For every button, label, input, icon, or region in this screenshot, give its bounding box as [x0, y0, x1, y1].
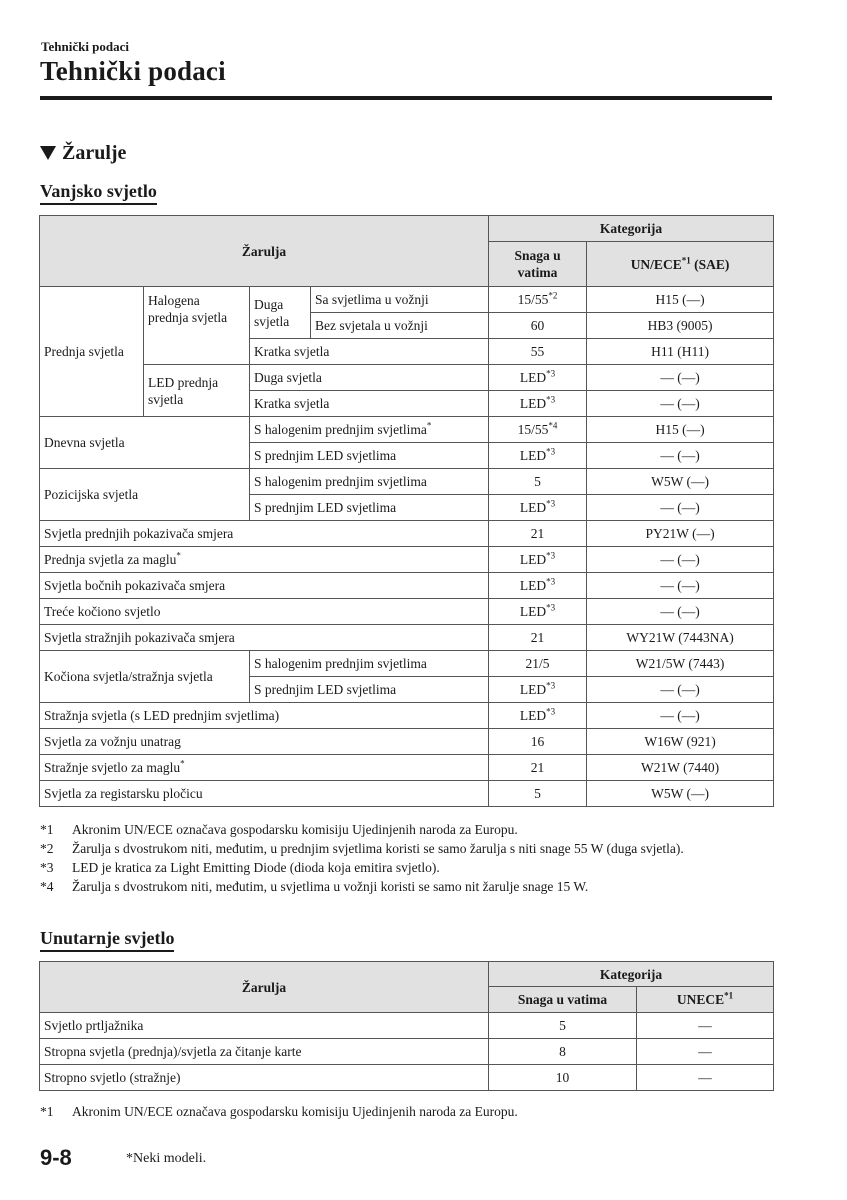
category-cell: — (—)	[587, 703, 774, 729]
col-header-category: Kategorija	[489, 962, 774, 987]
power-value: LED	[519, 708, 547, 723]
power-cell: 5	[489, 781, 587, 807]
col-header-bulb: Žarulja	[40, 962, 489, 1013]
table-row	[40, 521, 774, 547]
power-cell	[489, 495, 587, 521]
table-row	[40, 651, 774, 677]
label-line: svjetla	[148, 391, 184, 407]
table-header-row	[40, 962, 774, 987]
power-cell	[489, 391, 587, 417]
power-cell: 60	[489, 313, 587, 339]
category-cell: —	[637, 1065, 774, 1091]
page-number: 9-8	[40, 1145, 72, 1170]
row-label: Kratka svjetla	[250, 391, 489, 417]
table-row	[40, 625, 774, 651]
power-value: LED	[519, 370, 547, 385]
power-value: LED	[519, 604, 547, 619]
category-cell: W16W (921)	[587, 729, 774, 755]
category-cell: — (—)	[587, 599, 774, 625]
power-cell	[489, 365, 587, 391]
exterior-footnotes	[40, 820, 740, 896]
power-cell: 21	[489, 625, 587, 651]
power-value: LED	[519, 682, 547, 697]
category-cell: WY21W (7443NA)	[587, 625, 774, 651]
category-cell: — (—)	[587, 573, 774, 599]
col-header-standard	[587, 242, 774, 287]
footnote-key: *3	[40, 860, 54, 875]
power-cell: 5	[489, 469, 587, 495]
table-row	[40, 365, 774, 391]
row-label: S halogenim prednjim svjetlima	[250, 651, 489, 677]
exterior-subtitle: Vanjsko svjetlo	[40, 180, 157, 205]
row-label: Sa svjetlima u vožnji	[311, 287, 489, 313]
table-row	[40, 703, 774, 729]
col-header-power: Snaga u vatima	[489, 987, 637, 1013]
col-header-standard-text: UNECE	[676, 992, 725, 1007]
power-value: 15/55	[517, 292, 549, 307]
footnote-ref: *1	[724, 990, 734, 1001]
table-row	[40, 729, 774, 755]
power-cell: 21	[489, 521, 587, 547]
category-cell: H15 (—)	[587, 287, 774, 313]
category-cell: — (—)	[587, 547, 774, 573]
table-row	[40, 1065, 774, 1091]
category-cell: PY21W (—)	[587, 521, 774, 547]
category-cell: W5W (—)	[587, 469, 774, 495]
power-cell: 21/5	[489, 651, 587, 677]
col-header-standard	[637, 987, 774, 1013]
power-cell	[489, 677, 587, 703]
row-label-text: Prednja svjetla za maglu	[44, 552, 177, 567]
power-cell	[489, 599, 587, 625]
row-label-drl: Dnevna svjetla	[40, 417, 250, 469]
label-line: svjetla	[254, 313, 290, 329]
label-line: Duga	[254, 296, 284, 312]
table-row	[40, 287, 774, 313]
footnote-text: Žarulja s dvostrukom niti, međutim, u svjetlima u vožnji koristi se samo nit žarulje snage 15 W.	[72, 879, 589, 894]
footnote-ref: *	[426, 420, 432, 431]
footnote-text: Akronim UN/ECE označava gospodarsku komisiju Ujedinjenih naroda za Europu.	[72, 822, 518, 837]
row-label: Svjetla prednjih pokazivača smjera	[40, 521, 489, 547]
footnote	[40, 858, 740, 877]
row-label: Treće kočiono svjetlo	[40, 599, 489, 625]
row-label: S prednjim LED svjetlima	[250, 443, 489, 469]
footnote-key: *1	[40, 822, 54, 837]
triangle-down-icon	[40, 146, 56, 160]
row-label: S halogenim prednjim svjetlima	[250, 469, 489, 495]
table-row	[40, 755, 774, 781]
power-value: LED	[519, 578, 547, 593]
category-cell: — (—)	[587, 677, 774, 703]
footnote-ref: *3	[546, 576, 556, 587]
category-cell: W21/5W (7443)	[587, 651, 774, 677]
footnote-ref: *3	[546, 394, 556, 405]
row-label: S prednjim LED svjetlima	[250, 495, 489, 521]
category-cell: —	[637, 1013, 774, 1039]
col-header-power-line1: Snaga u	[514, 248, 561, 263]
power-value: LED	[519, 500, 547, 515]
footnote-ref: *3	[546, 602, 556, 613]
col-header-power-line2: vatima	[517, 265, 558, 280]
running-header: Tehnički podaci	[41, 39, 130, 54]
row-label: Svjetla za vožnju unatrag	[40, 729, 489, 755]
row-label-headlights: Prednja svjetla	[40, 287, 144, 417]
section-title	[40, 142, 126, 165]
footnote-key: *1	[40, 1104, 54, 1119]
row-label: Stražnja svjetla (s LED prednjim svjetlima)	[40, 703, 489, 729]
header-divider	[40, 96, 772, 100]
footnote	[40, 820, 740, 839]
category-cell: — (—)	[587, 443, 774, 469]
table-header-row	[40, 216, 774, 242]
interior-bulb-table	[39, 961, 774, 1091]
table-row	[40, 599, 774, 625]
footnote-ref: *3	[546, 706, 556, 717]
row-label-halogen-headlights	[144, 287, 250, 365]
category-cell: — (—)	[587, 495, 774, 521]
power-cell: 8	[489, 1039, 637, 1065]
category-cell: W21W (7440)	[587, 755, 774, 781]
footnote-ref: *2	[548, 290, 558, 301]
table-row	[40, 417, 774, 443]
table-row	[40, 781, 774, 807]
row-label: Stropna svjetla (prednja)/svjetla za čitanje karte	[40, 1039, 489, 1065]
category-cell: — (—)	[587, 365, 774, 391]
power-cell	[489, 703, 587, 729]
footnote-ref: *3	[546, 498, 556, 509]
table-row	[40, 547, 774, 573]
section-title-text: Žarulje	[62, 142, 127, 164]
label-line: LED prednja	[148, 374, 219, 390]
interior-subtitle: Unutarnje svjetlo	[40, 927, 174, 952]
label-line: Halogena	[148, 293, 200, 308]
footnote-ref: *	[180, 758, 185, 769]
table-row	[40, 469, 774, 495]
row-label: Bez svjetala u vožnji	[311, 313, 489, 339]
row-label-position: Pozicijska svjetla	[40, 469, 250, 521]
power-cell	[489, 547, 587, 573]
row-label	[250, 417, 489, 443]
row-label-text: Stražnje svjetlo za maglu	[44, 760, 181, 775]
footnote-ref: *3	[546, 550, 556, 561]
footnote-ref: *3	[546, 680, 556, 691]
category-cell: HB3 (9005)	[587, 313, 774, 339]
footnote-ref: *3	[546, 368, 556, 379]
footnote	[40, 839, 740, 858]
category-cell: W5W (—)	[587, 781, 774, 807]
row-label: Kratka svjetla	[250, 339, 489, 365]
footnote-text: Akronim UN/ECE označava gospodarsku komisiju Ujedinjenih naroda za Europu.	[72, 1104, 518, 1119]
footer-note: *Neki modeli.	[126, 1151, 207, 1166]
row-label: Svjetla bočnih pokazivača smjera	[40, 573, 489, 599]
row-label: Svjetlo prtljažnika	[40, 1013, 489, 1039]
row-label: Svjetla za registarsku pločicu	[40, 781, 489, 807]
label-line: prednja svjetla	[148, 310, 228, 325]
power-cell	[489, 443, 587, 469]
power-cell	[489, 287, 587, 313]
power-cell: 5	[489, 1013, 637, 1039]
footnote-ref: *1	[681, 255, 691, 265]
footnote-ref: *4	[548, 420, 558, 431]
col-header-category: Kategorija	[489, 216, 774, 242]
category-cell: —	[637, 1039, 774, 1065]
power-cell: 21	[489, 755, 587, 781]
footnote-ref: *3	[546, 446, 556, 457]
category-cell: H15 (—)	[587, 417, 774, 443]
row-label: Duga svjetla	[250, 365, 489, 391]
footnote-ref: *	[176, 550, 181, 561]
table-row	[40, 573, 774, 599]
col-header-bulb: Žarulja	[40, 216, 489, 287]
category-cell: H11 (H11)	[587, 339, 774, 365]
row-label	[40, 547, 489, 573]
power-value: LED	[519, 396, 547, 411]
footnote	[40, 1102, 740, 1121]
footnote-key: *4	[40, 879, 54, 894]
power-cell: 10	[489, 1065, 637, 1091]
footnote-text: LED je kratica za Light Emitting Diode (dioda koja emitira svjetlo).	[72, 860, 440, 875]
power-cell: 16	[489, 729, 587, 755]
footnote-text: Žarulja s dvostrukom niti, međutim, u prednjim svjetlima koristi se samo žarulja s niti snage 55 W (duga svjetla).	[72, 841, 684, 856]
footnote	[40, 877, 740, 896]
table-row	[40, 1039, 774, 1065]
row-label	[40, 755, 489, 781]
footnote-key: *2	[40, 841, 54, 856]
category-cell: — (—)	[587, 391, 774, 417]
row-label-text: S halogenim prednjim svjetlima	[254, 422, 427, 437]
power-value: LED	[519, 448, 547, 463]
power-cell: 55	[489, 339, 587, 365]
row-label-brake-tail: Kočiona svjetla/stražnja svjetla	[40, 651, 250, 703]
power-value: LED	[519, 552, 547, 567]
col-header-standard-text: UN/ECE	[630, 256, 682, 272]
row-label-led-headlights	[144, 365, 250, 417]
page-title: Tehnički podaci	[40, 56, 226, 86]
col-header-standard-suffix: (SAE)	[690, 256, 730, 272]
power-value: 15/55	[517, 422, 549, 437]
interior-footnotes	[40, 1102, 740, 1121]
power-cell	[489, 573, 587, 599]
row-label: Stropno svjetlo (stražnje)	[40, 1065, 489, 1091]
col-header-power	[489, 242, 587, 287]
row-label: S prednjim LED svjetlima	[250, 677, 489, 703]
exterior-bulb-table	[39, 215, 774, 807]
row-label: Svjetla stražnjih pokazivača smjera	[40, 625, 489, 651]
table-row	[40, 1013, 774, 1039]
power-cell	[489, 417, 587, 443]
row-label-high-beam	[250, 287, 311, 339]
